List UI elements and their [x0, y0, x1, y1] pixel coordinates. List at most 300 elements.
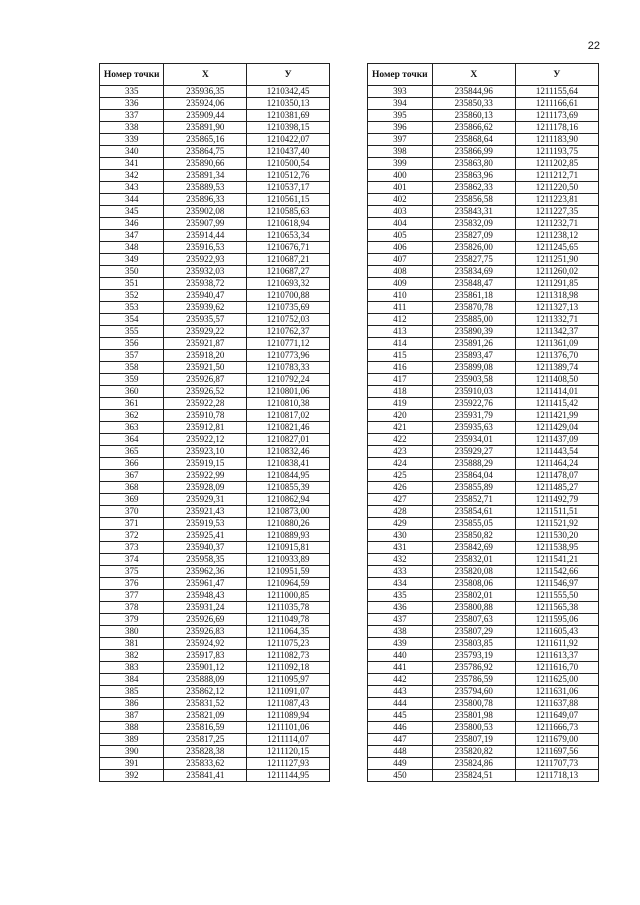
y-coordinate-cell: 1211429,04 — [515, 422, 598, 434]
point-number-cell: 404 — [368, 218, 433, 230]
table-row — [100, 158, 330, 170]
table-row — [100, 638, 330, 650]
y-coordinate-cell: 1211245,65 — [515, 242, 598, 254]
y-coordinate-cell: 1211361,09 — [515, 338, 598, 350]
point-number-cell: 416 — [368, 362, 433, 374]
table-row — [100, 254, 330, 266]
point-number-cell: 436 — [368, 602, 433, 614]
y-coordinate-cell: 1211000,85 — [247, 590, 330, 602]
x-coordinate-cell: 235793,19 — [432, 650, 515, 662]
table-row — [100, 434, 330, 446]
point-number-cell: 378 — [100, 602, 164, 614]
y-coordinate-cell: 1211127,93 — [247, 758, 330, 770]
x-coordinate-cell: 235931,79 — [432, 410, 515, 422]
table-row — [368, 218, 599, 230]
x-coordinate-cell: 235919,15 — [164, 458, 247, 470]
point-number-cell: 362 — [100, 410, 164, 422]
table-row — [100, 494, 330, 506]
y-coordinate-cell: 1211092,18 — [247, 662, 330, 674]
point-number-cell: 403 — [368, 206, 433, 218]
point-number-cell: 401 — [368, 182, 433, 194]
x-coordinate-cell: 235824,51 — [432, 770, 515, 782]
point-number-cell: 354 — [100, 314, 164, 326]
point-number-cell: 442 — [368, 674, 433, 686]
y-coordinate-cell: 1211318,98 — [515, 290, 598, 302]
point-number-cell: 450 — [368, 770, 433, 782]
y-coordinate-cell: 1211089,94 — [247, 710, 330, 722]
y-coordinate-cell: 1210381,69 — [247, 110, 330, 122]
x-coordinate-cell: 235936,35 — [164, 86, 247, 98]
y-coordinate-cell: 1210437,40 — [247, 146, 330, 158]
x-coordinate-cell: 235962,36 — [164, 566, 247, 578]
table-row — [368, 758, 599, 770]
x-coordinate-cell: 235912,81 — [164, 422, 247, 434]
x-coordinate-cell: 235803,85 — [432, 638, 515, 650]
x-coordinate-cell: 235863,80 — [432, 158, 515, 170]
table-row — [100, 386, 330, 398]
y-coordinate-cell: 1211478,07 — [515, 470, 598, 482]
y-coordinate-cell: 1211166,61 — [515, 98, 598, 110]
y-coordinate-cell: 1211389,74 — [515, 362, 598, 374]
table-row — [368, 530, 599, 542]
point-number-cell: 341 — [100, 158, 164, 170]
y-coordinate-cell: 1211555,50 — [515, 590, 598, 602]
y-coordinate-cell: 1210832,46 — [247, 446, 330, 458]
table-row — [368, 494, 599, 506]
point-number-cell: 373 — [100, 542, 164, 554]
point-number-cell: 431 — [368, 542, 433, 554]
table-row — [100, 338, 330, 350]
x-coordinate-cell: 235850,82 — [432, 530, 515, 542]
point-number-cell: 345 — [100, 206, 164, 218]
y-coordinate-cell: 1211707,73 — [515, 758, 598, 770]
table-row — [100, 446, 330, 458]
x-coordinate-cell: 235940,47 — [164, 290, 247, 302]
y-coordinate-cell: 1210512,76 — [247, 170, 330, 182]
y-coordinate-cell: 1210500,54 — [247, 158, 330, 170]
point-number-cell: 434 — [368, 578, 433, 590]
point-number-cell: 335 — [100, 86, 164, 98]
x-coordinate-cell: 235931,24 — [164, 602, 247, 614]
table-row — [100, 686, 330, 698]
point-number-cell: 361 — [100, 398, 164, 410]
y-coordinate-cell: 1210844,95 — [247, 470, 330, 482]
x-coordinate-cell: 235834,69 — [432, 266, 515, 278]
table-row — [100, 230, 330, 242]
x-coordinate-cell: 235807,63 — [432, 614, 515, 626]
point-number-cell: 424 — [368, 458, 433, 470]
point-number-cell: 346 — [100, 218, 164, 230]
x-coordinate-cell: 235801,98 — [432, 710, 515, 722]
x-coordinate-cell: 235939,62 — [164, 302, 247, 314]
point-number-cell: 368 — [100, 482, 164, 494]
x-coordinate-cell: 235890,66 — [164, 158, 247, 170]
y-coordinate-cell: 1211625,00 — [515, 674, 598, 686]
x-coordinate-cell: 235890,39 — [432, 326, 515, 338]
point-number-cell: 389 — [100, 734, 164, 746]
point-number-cell: 339 — [100, 134, 164, 146]
x-coordinate-cell: 235826,00 — [432, 242, 515, 254]
x-coordinate-cell: 235922,28 — [164, 398, 247, 410]
x-coordinate-cell: 235918,20 — [164, 350, 247, 362]
table-row — [368, 722, 599, 734]
y-coordinate-cell: 1211251,90 — [515, 254, 598, 266]
y-coordinate-cell: 1211193,75 — [515, 146, 598, 158]
y-coordinate-cell: 1211542,66 — [515, 566, 598, 578]
table-row — [100, 182, 330, 194]
y-coordinate-cell: 1211611,92 — [515, 638, 598, 650]
table-header-row — [100, 64, 330, 86]
y-coordinate-cell: 1210773,96 — [247, 350, 330, 362]
point-number-cell: 420 — [368, 410, 433, 422]
table-row — [100, 398, 330, 410]
table-row — [368, 518, 599, 530]
table-row — [368, 590, 599, 602]
x-coordinate-cell: 235910,78 — [164, 410, 247, 422]
y-coordinate-cell: 1211521,92 — [515, 518, 598, 530]
x-coordinate-cell: 235903,58 — [432, 374, 515, 386]
x-coordinate-cell: 235864,75 — [164, 146, 247, 158]
table-row — [100, 98, 330, 110]
x-coordinate-cell: 235928,09 — [164, 482, 247, 494]
point-number-cell: 439 — [368, 638, 433, 650]
table-row — [100, 602, 330, 614]
y-coordinate-cell: 1211538,95 — [515, 542, 598, 554]
x-coordinate-cell: 235909,44 — [164, 110, 247, 122]
x-coordinate-cell: 235800,78 — [432, 698, 515, 710]
y-coordinate-cell: 1211291,85 — [515, 278, 598, 290]
y-coordinate-cell: 1210951,59 — [247, 566, 330, 578]
x-coordinate-cell: 235868,64 — [432, 134, 515, 146]
y-coordinate-cell: 1210964,59 — [247, 578, 330, 590]
table-row — [100, 710, 330, 722]
table-row — [100, 134, 330, 146]
point-number-cell: 376 — [100, 578, 164, 590]
table-row — [100, 110, 330, 122]
point-number-cell: 379 — [100, 614, 164, 626]
x-coordinate-cell: 235827,09 — [432, 230, 515, 242]
y-coordinate-cell: 1211120,15 — [247, 746, 330, 758]
y-coordinate-cell: 1210618,94 — [247, 218, 330, 230]
y-coordinate-cell: 1210752,03 — [247, 314, 330, 326]
y-coordinate-cell: 1210838,41 — [247, 458, 330, 470]
point-number-cell: 377 — [100, 590, 164, 602]
table-row — [368, 410, 599, 422]
x-coordinate-cell: 235800,53 — [432, 722, 515, 734]
point-number-cell: 441 — [368, 662, 433, 674]
point-number-cell: 370 — [100, 506, 164, 518]
x-coordinate-cell: 235891,34 — [164, 170, 247, 182]
y-coordinate-cell: 1211541,21 — [515, 554, 598, 566]
table-row — [368, 122, 599, 134]
y-coordinate-cell: 1211144,95 — [247, 770, 330, 782]
x-coordinate-cell: 235817,25 — [164, 734, 247, 746]
point-number-cell: 384 — [100, 674, 164, 686]
x-coordinate-cell: 235916,53 — [164, 242, 247, 254]
y-coordinate-cell: 1211616,70 — [515, 662, 598, 674]
point-number-cell: 386 — [100, 698, 164, 710]
point-number-cell: 392 — [100, 770, 164, 782]
x-coordinate-cell: 235922,99 — [164, 470, 247, 482]
y-coordinate-cell: 1211464,24 — [515, 458, 598, 470]
table-row — [368, 578, 599, 590]
x-coordinate-cell: 235922,93 — [164, 254, 247, 266]
table-row — [100, 758, 330, 770]
point-number-cell: 352 — [100, 290, 164, 302]
table-row — [100, 146, 330, 158]
point-number-cell: 426 — [368, 482, 433, 494]
y-coordinate-cell: 1210687,21 — [247, 254, 330, 266]
point-number-cell: 372 — [100, 530, 164, 542]
y-coordinate-cell: 1211649,07 — [515, 710, 598, 722]
table-row — [368, 302, 599, 314]
y-coordinate-cell: 1210880,26 — [247, 518, 330, 530]
x-coordinate-cell: 235891,90 — [164, 122, 247, 134]
table-row — [368, 770, 599, 782]
y-coordinate-cell: 1210422,07 — [247, 134, 330, 146]
y-coordinate-cell: 1211064,35 — [247, 626, 330, 638]
y-coordinate-cell: 1211605,43 — [515, 626, 598, 638]
point-number-cell: 397 — [368, 134, 433, 146]
point-number-cell: 408 — [368, 266, 433, 278]
table-row — [368, 458, 599, 470]
y-coordinate-cell: 1211546,97 — [515, 578, 598, 590]
x-coordinate-cell: 235807,19 — [432, 734, 515, 746]
point-number-cell: 367 — [100, 470, 164, 482]
y-coordinate-cell: 1211718,13 — [515, 770, 598, 782]
x-coordinate-cell: 235828,38 — [164, 746, 247, 758]
table-row — [368, 422, 599, 434]
point-number-cell: 369 — [100, 494, 164, 506]
x-coordinate-cell: 235924,06 — [164, 98, 247, 110]
x-coordinate-cell: 235926,87 — [164, 374, 247, 386]
x-coordinate-cell: 235922,12 — [164, 434, 247, 446]
table-row — [100, 650, 330, 662]
y-coordinate-cell: 1211342,37 — [515, 326, 598, 338]
x-coordinate-cell: 235821,09 — [164, 710, 247, 722]
table-header-row — [368, 64, 599, 86]
y-coordinate-cell: 1211485,27 — [515, 482, 598, 494]
point-number-cell: 444 — [368, 698, 433, 710]
y-coordinate-cell: 1210933,89 — [247, 554, 330, 566]
x-coordinate-cell: 235831,52 — [164, 698, 247, 710]
point-number-cell: 425 — [368, 470, 433, 482]
table-row — [368, 674, 599, 686]
y-coordinate-cell: 1211666,73 — [515, 722, 598, 734]
x-coordinate-cell: 235842,69 — [432, 542, 515, 554]
point-number-cell: 388 — [100, 722, 164, 734]
table-row — [368, 98, 599, 110]
x-coordinate-cell: 235855,89 — [432, 482, 515, 494]
x-coordinate-cell: 235856,58 — [432, 194, 515, 206]
column-header-x: X — [432, 64, 515, 86]
y-coordinate-cell: 1211327,13 — [515, 302, 598, 314]
y-coordinate-cell: 1210693,32 — [247, 278, 330, 290]
table-row — [100, 662, 330, 674]
y-coordinate-cell: 1211095,97 — [247, 674, 330, 686]
column-header-point-number: Номер точки — [368, 64, 433, 86]
x-coordinate-cell: 235929,31 — [164, 494, 247, 506]
table-row — [368, 542, 599, 554]
point-number-cell: 375 — [100, 566, 164, 578]
table-row — [100, 734, 330, 746]
point-number-cell: 382 — [100, 650, 164, 662]
table-row — [368, 662, 599, 674]
y-coordinate-cell: 1210817,02 — [247, 410, 330, 422]
point-number-cell: 344 — [100, 194, 164, 206]
point-number-cell: 435 — [368, 590, 433, 602]
y-coordinate-cell: 1210687,27 — [247, 266, 330, 278]
table-row — [100, 302, 330, 314]
table-row — [100, 722, 330, 734]
table-row — [368, 398, 599, 410]
point-number-cell: 337 — [100, 110, 164, 122]
x-coordinate-cell: 235889,53 — [164, 182, 247, 194]
point-number-cell: 336 — [100, 98, 164, 110]
table-row — [368, 146, 599, 158]
point-number-cell: 423 — [368, 446, 433, 458]
table-row — [368, 386, 599, 398]
y-coordinate-cell: 1211565,38 — [515, 602, 598, 614]
point-number-cell: 350 — [100, 266, 164, 278]
table-row — [100, 206, 330, 218]
x-coordinate-cell: 235832,09 — [432, 218, 515, 230]
point-number-cell: 447 — [368, 734, 433, 746]
y-coordinate-cell: 1211114,07 — [247, 734, 330, 746]
y-coordinate-cell: 1211091,07 — [247, 686, 330, 698]
point-number-cell: 399 — [368, 158, 433, 170]
y-coordinate-cell: 1211101,06 — [247, 722, 330, 734]
y-coordinate-cell: 1211376,70 — [515, 350, 598, 362]
x-coordinate-cell: 235844,96 — [432, 86, 515, 98]
table-row — [100, 530, 330, 542]
x-coordinate-cell: 235863,96 — [432, 170, 515, 182]
x-coordinate-cell: 235938,72 — [164, 278, 247, 290]
point-number-cell: 363 — [100, 422, 164, 434]
table-row — [100, 746, 330, 758]
point-number-cell: 440 — [368, 650, 433, 662]
x-coordinate-cell: 235832,01 — [432, 554, 515, 566]
table-row — [368, 746, 599, 758]
table-row — [100, 410, 330, 422]
table-row — [100, 614, 330, 626]
table-row — [368, 86, 599, 98]
y-coordinate-cell: 1211238,12 — [515, 230, 598, 242]
point-number-cell: 366 — [100, 458, 164, 470]
x-coordinate-cell: 235922,76 — [432, 398, 515, 410]
point-number-cell: 395 — [368, 110, 433, 122]
column-header-y: У — [515, 64, 598, 86]
x-coordinate-cell: 235854,61 — [432, 506, 515, 518]
table-row — [368, 290, 599, 302]
y-coordinate-cell: 1210889,93 — [247, 530, 330, 542]
y-coordinate-cell: 1211415,42 — [515, 398, 598, 410]
x-coordinate-cell: 235833,62 — [164, 758, 247, 770]
table-row — [100, 518, 330, 530]
x-coordinate-cell: 235923,10 — [164, 446, 247, 458]
y-coordinate-cell: 1211437,09 — [515, 434, 598, 446]
table-row — [100, 566, 330, 578]
point-number-cell: 359 — [100, 374, 164, 386]
y-coordinate-cell: 1210350,13 — [247, 98, 330, 110]
point-number-cell: 427 — [368, 494, 433, 506]
x-coordinate-cell: 235848,47 — [432, 278, 515, 290]
y-coordinate-cell: 1211332,71 — [515, 314, 598, 326]
table-row — [100, 326, 330, 338]
x-coordinate-cell: 235841,41 — [164, 770, 247, 782]
coordinates-table-right — [367, 63, 599, 782]
table-row — [100, 374, 330, 386]
table-row — [100, 170, 330, 182]
x-coordinate-cell: 235929,22 — [164, 326, 247, 338]
table-row — [100, 86, 330, 98]
point-number-cell: 390 — [100, 746, 164, 758]
y-coordinate-cell: 1211697,56 — [515, 746, 598, 758]
point-number-cell: 393 — [368, 86, 433, 98]
y-coordinate-cell: 1210398,15 — [247, 122, 330, 134]
x-coordinate-cell: 235924,92 — [164, 638, 247, 650]
point-number-cell: 419 — [368, 398, 433, 410]
table-row — [100, 626, 330, 638]
point-number-cell: 398 — [368, 146, 433, 158]
x-coordinate-cell: 235961,47 — [164, 578, 247, 590]
x-coordinate-cell: 235786,92 — [432, 662, 515, 674]
point-number-cell: 437 — [368, 614, 433, 626]
table-row — [368, 626, 599, 638]
point-number-cell: 381 — [100, 638, 164, 650]
point-number-cell: 421 — [368, 422, 433, 434]
point-number-cell: 396 — [368, 122, 433, 134]
point-number-cell: 355 — [100, 326, 164, 338]
table-row — [368, 374, 599, 386]
point-number-cell: 405 — [368, 230, 433, 242]
x-coordinate-cell: 235807,29 — [432, 626, 515, 638]
y-coordinate-cell: 1211492,79 — [515, 494, 598, 506]
point-number-cell: 415 — [368, 350, 433, 362]
x-coordinate-cell: 235860,13 — [432, 110, 515, 122]
point-number-cell: 410 — [368, 290, 433, 302]
y-coordinate-cell: 1211679,00 — [515, 734, 598, 746]
x-coordinate-cell: 235850,33 — [432, 98, 515, 110]
x-coordinate-cell: 235885,00 — [432, 314, 515, 326]
x-coordinate-cell: 235852,71 — [432, 494, 515, 506]
table-row — [368, 614, 599, 626]
x-coordinate-cell: 235921,43 — [164, 506, 247, 518]
point-number-cell: 358 — [100, 362, 164, 374]
point-number-cell: 356 — [100, 338, 164, 350]
column-header-x: X — [164, 64, 247, 86]
table-row — [100, 278, 330, 290]
table-row — [100, 506, 330, 518]
y-coordinate-cell: 1211631,06 — [515, 686, 598, 698]
table-row — [100, 458, 330, 470]
x-coordinate-cell: 235901,12 — [164, 662, 247, 674]
y-coordinate-cell: 1211595,06 — [515, 614, 598, 626]
point-number-cell: 402 — [368, 194, 433, 206]
table-row — [368, 326, 599, 338]
point-number-cell: 374 — [100, 554, 164, 566]
table-row — [368, 638, 599, 650]
y-coordinate-cell: 1211414,01 — [515, 386, 598, 398]
x-coordinate-cell: 235866,99 — [432, 146, 515, 158]
point-number-cell: 407 — [368, 254, 433, 266]
x-coordinate-cell: 235958,35 — [164, 554, 247, 566]
x-coordinate-cell: 235917,83 — [164, 650, 247, 662]
y-coordinate-cell: 1211049,78 — [247, 614, 330, 626]
point-number-cell: 438 — [368, 626, 433, 638]
y-coordinate-cell: 1211178,16 — [515, 122, 598, 134]
x-coordinate-cell: 235824,86 — [432, 758, 515, 770]
